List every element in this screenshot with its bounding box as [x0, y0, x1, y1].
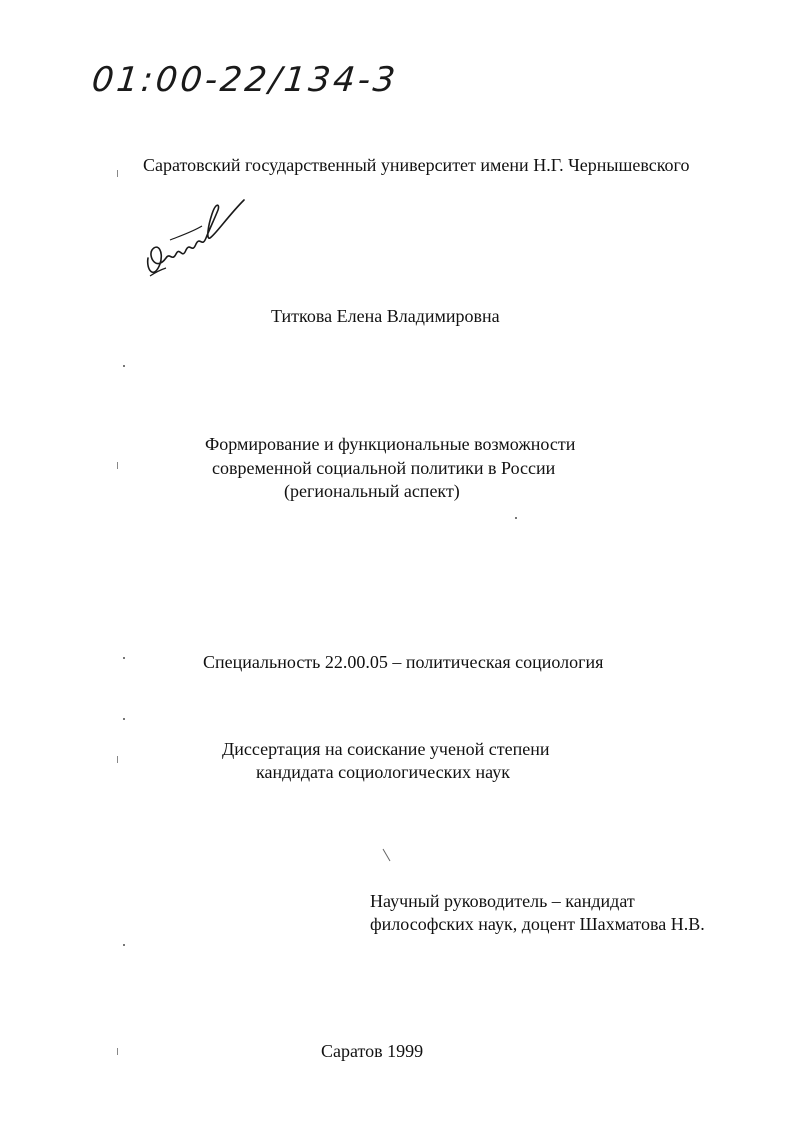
- scan-artifact: [515, 517, 517, 519]
- scan-artifact: [382, 848, 392, 862]
- scan-artifact: [117, 1048, 118, 1055]
- thesis-title-line-3: (региональный аспект): [284, 481, 460, 501]
- scan-artifact: [117, 462, 118, 469]
- scan-artifact: [123, 944, 125, 946]
- scan-artifact: [123, 365, 125, 367]
- thesis-title-line-1: Формирование и функциональные возможности: [205, 434, 576, 454]
- scan-artifact: [123, 657, 125, 659]
- scan-artifact: [117, 756, 118, 763]
- university-name: Саратовский государственный университет имени Н.Г. Чернышевского: [143, 155, 690, 175]
- advisor-line-1: Научный руководитель – кандидат: [370, 891, 635, 911]
- advisor-line-2: философских наук, доцент Шахматова Н.В.: [370, 914, 705, 934]
- handwritten-archive-number: 01:00-22/134-3: [89, 60, 400, 100]
- handwritten-signature-icon: [140, 180, 250, 285]
- scan-artifact: [117, 170, 118, 177]
- scan-artifact: [123, 718, 125, 720]
- degree-line-1: Диссертация на соискание ученой степени: [222, 739, 550, 759]
- specialty-line: Специальность 22.00.05 – политическая социология: [203, 652, 604, 672]
- city-year: Саратов 1999: [321, 1041, 424, 1061]
- degree-line-2: кандидата социологических наук: [256, 762, 510, 782]
- thesis-title-line-2: современной социальной политики в России: [212, 458, 556, 478]
- author-name: Титкова Елена Владимировна: [271, 306, 500, 326]
